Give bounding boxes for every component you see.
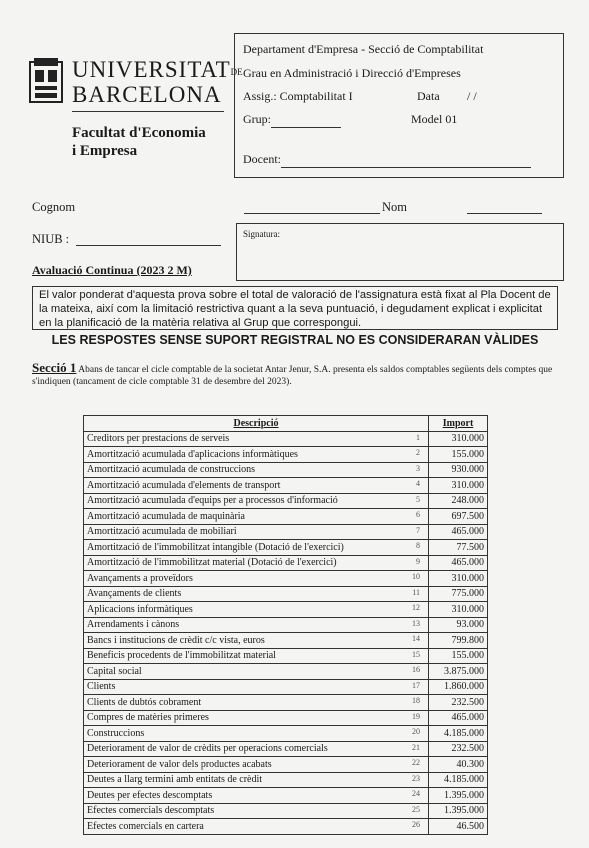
university-seal-logo: [28, 56, 64, 104]
degree: Grau en Administració i Direcció d'Empreses: [243, 66, 461, 80]
row-handwritten-number: 20: [412, 727, 420, 736]
amount-header: Import: [429, 416, 488, 432]
teacher-field[interactable]: Docent:: [243, 152, 531, 168]
row-amount: 465.000: [429, 524, 488, 540]
row-amount: 77.500: [429, 540, 488, 556]
row-handwritten-number: 24: [412, 789, 420, 798]
row-description: Arrendaments i cànons 13: [84, 617, 429, 633]
row-description: Clients 17: [84, 679, 429, 695]
row-handwritten-number: 22: [412, 758, 420, 767]
table-row: [84, 695, 488, 711]
row-amount: 310.000: [429, 431, 488, 447]
table-row: [84, 586, 488, 602]
row-description: Amortització acumulada d'aplicacions informàtiques 2: [84, 447, 429, 463]
table-row: [84, 462, 488, 478]
registration-warning: LES RESPOSTES SENSE SUPORT REGISTRAL NO ES CONSIDERARAN VÀLIDES: [51, 333, 539, 347]
table-row: [84, 509, 488, 525]
section-text: Abans de tancar el cicle comptable de la societat Antar Jenur, S.A. presenta els saldos comptables següents dels comptes que s'indiquen (tancament de cicle comptable 31 de desembre del 2023).: [32, 365, 553, 387]
row-amount: 775.000: [429, 586, 488, 602]
row-handwritten-number: 1: [416, 432, 420, 442]
row-description: Deteriorament de valor de crèdits per operacions comercials 21: [84, 741, 429, 757]
row-amount: 310.000: [429, 602, 488, 618]
university-name-de: DE: [230, 67, 243, 77]
row-amount: 310.000: [429, 478, 488, 494]
table-row: [84, 493, 488, 509]
row-amount: 465.000: [429, 555, 488, 571]
row-description: Deteriorament de valor dels productes acabats 22: [84, 757, 429, 773]
row-amount: 4.185.000: [429, 772, 488, 788]
table-row: [84, 757, 488, 773]
table-row: [84, 664, 488, 680]
row-amount: 310.000: [429, 571, 488, 587]
row-description: Creditors per prestacions de serveis 1: [84, 431, 429, 447]
group-field[interactable]: Grup:: [243, 112, 341, 128]
table-row: [84, 772, 488, 788]
row-handwritten-number: 21: [412, 742, 420, 752]
table-row: [84, 555, 488, 571]
row-amount: 4.185.000: [429, 726, 488, 742]
row-amount: 155.000: [429, 648, 488, 664]
row-description: Clients de dubtós cobrament 18: [84, 695, 429, 711]
row-description: Aplicacions informàtiques 12: [84, 602, 429, 618]
date-field[interactable]: / /: [467, 89, 477, 103]
row-description: Avançaments a proveïdors 10: [84, 571, 429, 587]
table-row: [84, 679, 488, 695]
course-header-box: [234, 33, 564, 178]
row-description: Deutes a llarg termini amb entitats de crèdit 23: [84, 772, 429, 788]
row-description: Capital social 16: [84, 664, 429, 680]
row-handwritten-number: 7: [416, 525, 420, 535]
department: Departament d'Empresa - Secció de Comptabilitat: [243, 42, 484, 56]
row-handwritten-number: 3: [416, 463, 420, 473]
row-description: Construccions 20: [84, 726, 429, 742]
row-handwritten-number: 14: [412, 634, 420, 643]
row-description: Amortització de l'immobilitzat intangible (Dotació de l'exercici) 8: [84, 540, 429, 556]
row-handwritten-number: 12: [412, 603, 420, 612]
table-row: [84, 524, 488, 540]
row-handwritten-number: 15: [412, 649, 420, 659]
table-row: [84, 741, 488, 757]
niub-field[interactable]: [76, 245, 221, 246]
date-label: Data: [417, 89, 440, 103]
grading-notice: El valor ponderat d'aquesta prova sobre el total de valoració de l'assignatura està fixat al Pla Docent de la mateixa, així com la limitació restrictiva quant a la seva puntuació, i degudament explicat i explicitat en la planificació de la matèria relativa al Grup que correspongui.: [32, 286, 558, 330]
row-handwritten-number: 11: [412, 587, 420, 597]
table-row: [84, 478, 488, 494]
table-row: [84, 431, 488, 447]
row-handwritten-number: 4: [416, 479, 420, 488]
faculty-name: Facultat d'Economia i Empresa: [72, 125, 206, 159]
row-handwritten-number: 23: [412, 773, 420, 783]
table-row: [84, 788, 488, 804]
row-amount: 1.860.000: [429, 679, 488, 695]
table-row: [84, 803, 488, 819]
row-description: Amortització acumulada de mobiliari 7: [84, 524, 429, 540]
logo-divider: [72, 111, 224, 112]
table-row: [84, 726, 488, 742]
university-name-line2: BARCELONA: [72, 82, 222, 107]
table-row: [84, 571, 488, 587]
row-amount: 46.500: [429, 819, 488, 835]
row-handwritten-number: 26: [412, 820, 420, 829]
row-description: Bancs i institucions de crèdit c/c vista, euros 14: [84, 633, 429, 649]
surname-label: Cognom: [32, 200, 76, 214]
row-amount: 93.000: [429, 617, 488, 633]
table-row: [84, 540, 488, 556]
row-description: Amortització acumulada de maquinària 6: [84, 509, 429, 525]
row-description: Beneficis procedents de l'immobilitzat material 15: [84, 648, 429, 664]
row-amount: 3.875.000: [429, 664, 488, 680]
row-amount: 232.500: [429, 695, 488, 711]
row-handwritten-number: 10: [412, 572, 420, 581]
row-amount: 697.500: [429, 509, 488, 525]
name-label: Nom: [382, 200, 407, 214]
row-description: Deutes per efectes descomptats 24: [84, 788, 429, 804]
exam-title: Avaluació Continua (2023 2 M): [32, 263, 192, 277]
model: Model 01: [411, 112, 458, 126]
signature-box[interactable]: Signatura:: [236, 223, 564, 281]
row-handwritten-number: 9: [416, 556, 420, 566]
row-description: Avançaments de clients 11: [84, 586, 429, 602]
row-amount: 930.000: [429, 462, 488, 478]
row-handwritten-number: 2: [416, 448, 420, 457]
section-intro: [32, 362, 562, 388]
table-row: [84, 617, 488, 633]
row-description: Amortització de l'immobilitzat material (Dotació de l'exercici) 9: [84, 555, 429, 571]
description-header: Descripció: [84, 416, 429, 432]
row-handwritten-number: 16: [412, 665, 420, 674]
row-handwritten-number: 25: [412, 804, 420, 814]
table-row: [84, 648, 488, 664]
row-handwritten-number: 5: [416, 494, 420, 504]
row-handwritten-number: 19: [412, 711, 420, 721]
row-handwritten-number: 17: [412, 680, 420, 690]
row-description: Efectes comercials descomptats 25: [84, 803, 429, 819]
row-amount: 1.395.000: [429, 803, 488, 819]
row-amount: 232.500: [429, 741, 488, 757]
university-name-line1: UNIVERSITATDE: [72, 57, 243, 82]
row-amount: 465.000: [429, 710, 488, 726]
section-title: Secció 1: [32, 360, 77, 375]
row-amount: 248.000: [429, 493, 488, 509]
row-handwritten-number: 18: [412, 696, 420, 705]
row-handwritten-number: 6: [416, 510, 420, 519]
name-field[interactable]: [467, 213, 542, 214]
row-description: Amortització acumulada d'equips per a processos d'informació 5: [84, 493, 429, 509]
row-amount: 155.000: [429, 447, 488, 463]
table-row: [84, 602, 488, 618]
surname-field[interactable]: [244, 213, 380, 214]
row-handwritten-number: 13: [412, 618, 420, 628]
row-amount: 1.395.000: [429, 788, 488, 804]
table-row: [84, 633, 488, 649]
account-balances-table: [83, 415, 488, 835]
row-amount: 40.300: [429, 757, 488, 773]
row-handwritten-number: 8: [416, 541, 420, 550]
subject: Assig.: Comptabilitat I: [243, 89, 353, 103]
row-description: Compres de matèries primeres 19: [84, 710, 429, 726]
table-row: [84, 819, 488, 835]
row-description: Amortització acumulada de construccions 3: [84, 462, 429, 478]
row-description: Efectes comercials en cartera 26: [84, 819, 429, 835]
niub-label: NIUB :: [32, 232, 70, 246]
table-row: [84, 447, 488, 463]
row-description: Amortització acumulada d'elements de transport 4: [84, 478, 429, 494]
table-row: [84, 710, 488, 726]
row-amount: 799.800: [429, 633, 488, 649]
